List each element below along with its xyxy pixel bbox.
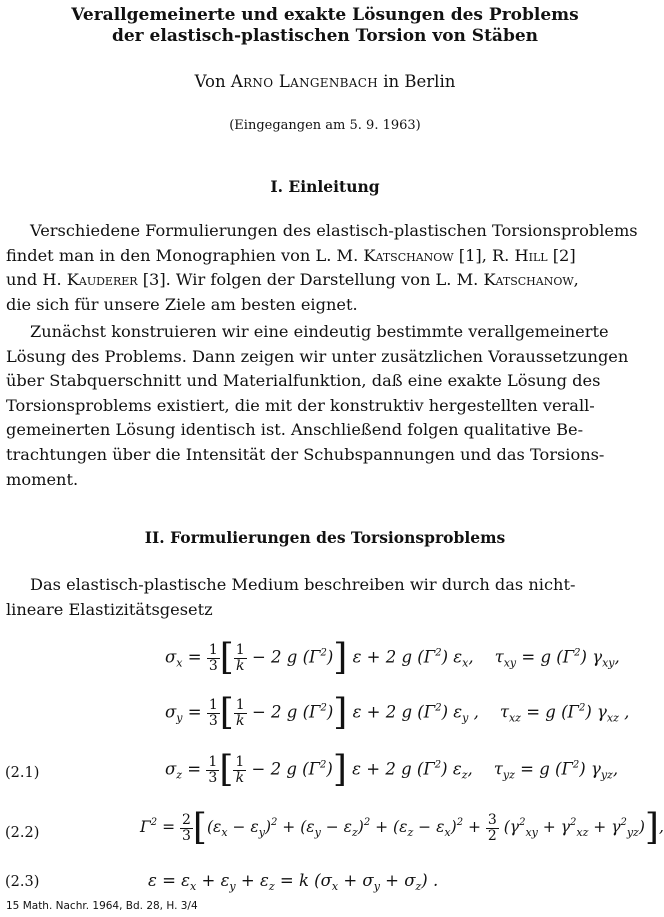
equation-label-2-3: (2.3) xyxy=(5,874,40,890)
text-line: Verschiedene Formulierungen des elastisch-plastischen Torsionsproblems xyxy=(30,221,638,240)
text-line: die sich für unsere Ziele am besten eignet. xyxy=(6,294,358,314)
text-line: Das elastisch-plastische Medium beschreiben wir durch das nicht- xyxy=(30,575,576,594)
equation-epsilon-sum: $\varepsilon = \varepsilon_x + \varepsilon_y + \varepsilon_z = k$ $(\sigma_x + \sigma_y + \sigma_z)$ . xyxy=(148,871,439,893)
text-span: [2] xyxy=(552,245,576,265)
text-line xyxy=(6,244,638,269)
title-line-2: der elastisch-plastischen Torsion von Stäben xyxy=(111,26,539,46)
received-date: (Eingegangen am 5. 9. 1963) xyxy=(229,118,421,133)
author-suffix: in Berlin xyxy=(383,72,456,91)
equation-label-2-1: (2.1) xyxy=(5,765,40,781)
author-citation: Katschanow xyxy=(363,245,454,265)
text-line: lineare Elastizitätsgesetz xyxy=(6,599,213,619)
text-line: gemeinerten Lösung identisch ist. Anschließend folgen qualitative Be- xyxy=(6,420,584,440)
text-line: über Stabquerschnitt und Materialfunktion, daß eine exakte Lösung des xyxy=(6,371,601,391)
text-line: Zunächst konstruieren wir eine eindeutig bestimmte verallgemeinerte xyxy=(30,322,609,341)
text-line: Torsionsproblems existiert, die mit der konstruktiv hergestellten verall- xyxy=(6,395,595,415)
equation-gamma-squared: $\Gamma^2$ = $\frac{2}{3}$ [$(\varepsilon_x - \varepsilon_y)^2 + (\varepsilon_y - \varepsilon_z)^2 + (\varepsilon_z - \varepsilon_x)^2$ + $\frac{3}{2}$ $(\gamma^2_{xy} + \gamma^2_{xz} + \gamma^2_{yz})$], xyxy=(140,807,664,848)
author-citation: Hill xyxy=(514,245,548,265)
text-span: findet man in den Monographien von L. M. xyxy=(6,245,359,265)
section-2-heading: II. Formulierungen des Torsionsproblems xyxy=(144,528,506,547)
equation-sigma-y: $\sigma_y$ = $\frac{1}{3}$ [ $\frac{1}{k}$ − 2 g $(\Gamma^2)$] ε + 2 g $(\Gamma^2)$ $\varepsilon_y$ , $\tau_{xz} = g$ $(\Gamma^2)$ $\gamma_{xz}$ , xyxy=(165,692,630,733)
author-citation: Kauderer xyxy=(66,270,138,290)
section-2-paragraph-1 xyxy=(6,573,638,622)
author-prefix: Von xyxy=(194,72,226,91)
section-1-paragraph-1 xyxy=(6,219,638,317)
equation-sigma-z: $\sigma_z$ = $\frac{1}{3}$ [ $\frac{1}{k}$ − 2 g $(\Gamma^2)$] ε + 2 g $(\Gamma^2)$ $\varepsilon_z$, $\tau_{yz} = g$ $(\Gamma^2)$ $\gamma_{yz}$, xyxy=(165,749,619,790)
page-footer: 15 Math. Nachr. 1964, Bd. 28, H. 3/4 xyxy=(6,900,198,912)
text-line: trachtungen über die Intensität der Schubspannungen und das Torsions- xyxy=(6,444,605,464)
text-line xyxy=(6,268,638,293)
author-name: Arno Langenbach xyxy=(230,72,378,91)
text-span: [3]. Wir folgen der Darstellung von L. M. xyxy=(142,270,479,290)
section-1-heading: I. Einleitung xyxy=(270,177,380,196)
text-line: moment. xyxy=(6,469,79,489)
title-line-1: Verallgemeinerte und exakte Lösungen des Problems xyxy=(71,5,579,25)
section-1-paragraph-2 xyxy=(6,320,638,492)
text-span: [1], R. xyxy=(458,245,510,265)
equation-label-2-2: (2.2) xyxy=(5,825,40,841)
author-citation: Katschanow, xyxy=(483,270,579,290)
equation-sigma-x: $\sigma_x$ = $\frac{1}{3}$ [ $\frac{1}{k}$ − 2 g $(\Gamma^2)$] ε + 2 g $(\Gamma^2)$ $\varepsilon_x$, $\tau_{xy} = g$ $(\Gamma^2)$ $\gamma_{xy}$, xyxy=(165,637,620,678)
text-span: und H. xyxy=(6,270,62,290)
text-line: Lösung des Problems. Dann zeigen wir unter zusätzlichen Voraussetzungen xyxy=(6,346,629,366)
author-line xyxy=(0,72,650,91)
